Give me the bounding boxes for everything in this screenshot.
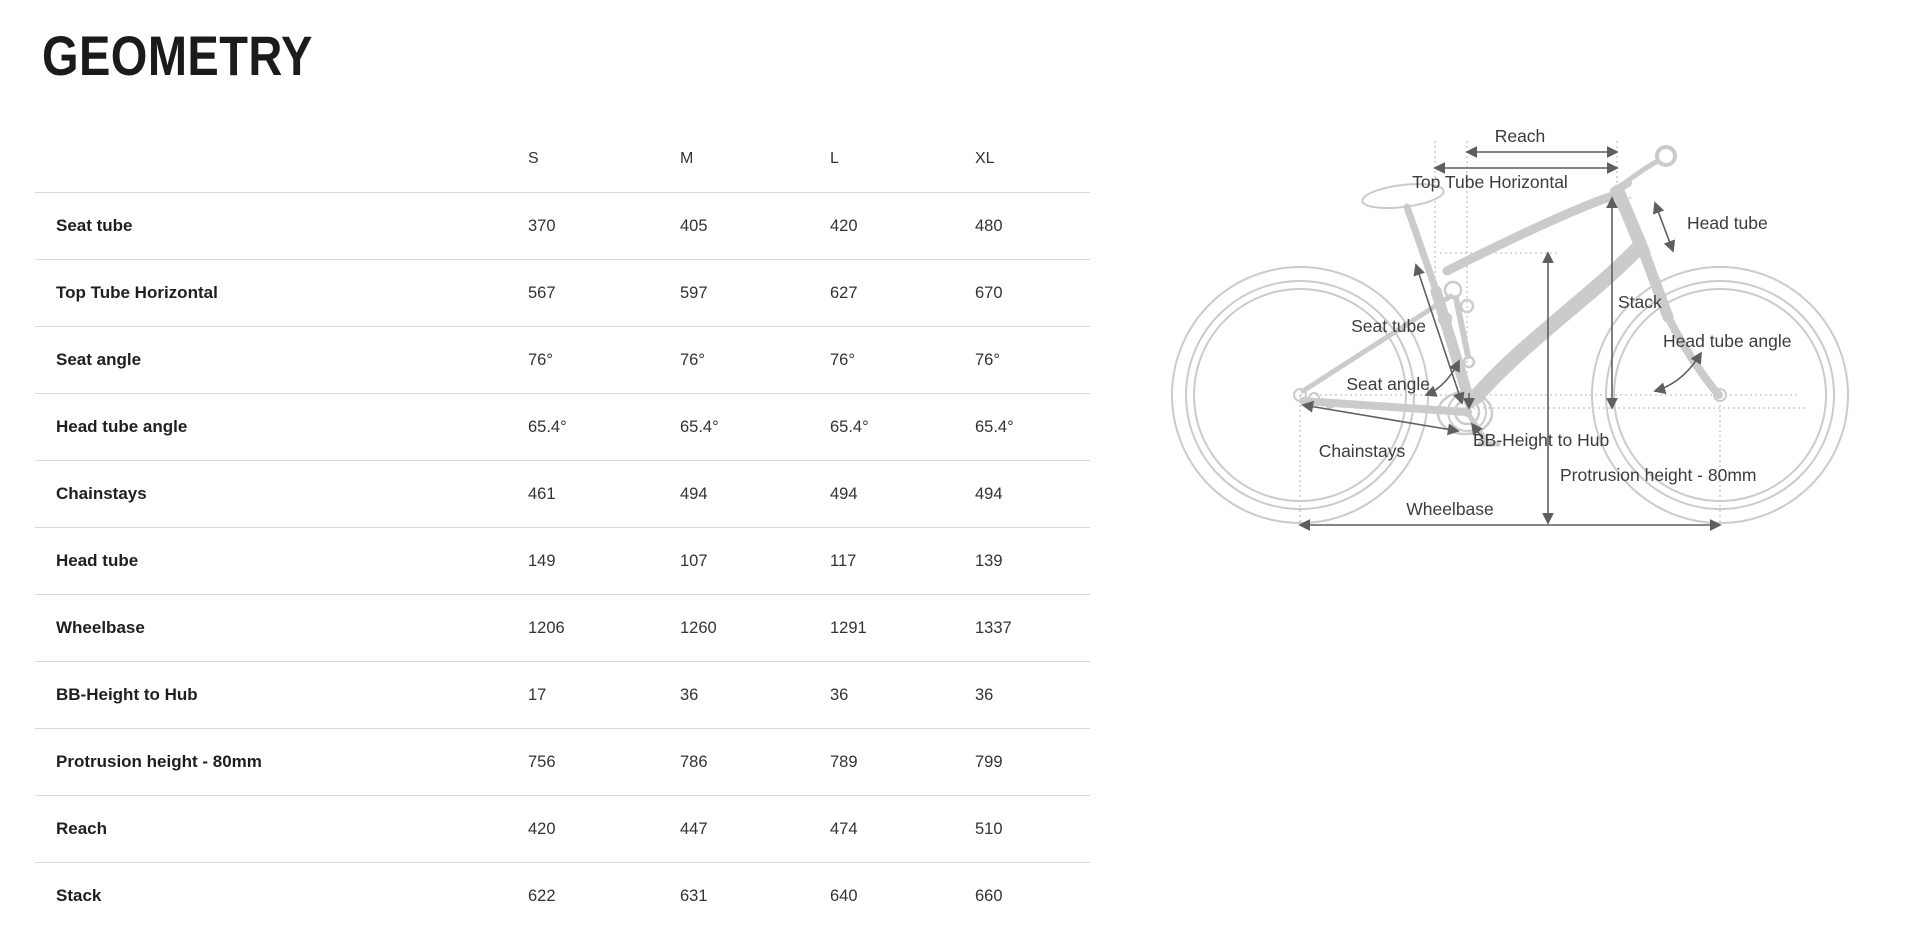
bike-diagram-svg [1150, 95, 1860, 545]
value-cell: 631 [680, 886, 708, 905]
bb-height-to-hub-label: BB-Height to Hub [1473, 430, 1610, 450]
row-label: Protrusion height - 80mm [56, 752, 262, 771]
value-cell: 1260 [680, 618, 717, 637]
chainstays-label: Chainstays [1318, 441, 1406, 461]
row-label: Wheelbase [56, 618, 145, 637]
stack-label: Stack [1618, 292, 1662, 312]
value-cell: 494 [975, 484, 1003, 503]
value-cell: 76° [680, 350, 705, 369]
table-row [35, 661, 1090, 728]
value-cell: 622 [528, 886, 556, 905]
value-cell: 420 [830, 216, 858, 235]
table-row [35, 728, 1090, 795]
row-label: Chainstays [56, 484, 147, 503]
protrusion-height-label: Protrusion height - 80mm [1560, 465, 1757, 485]
table-row [35, 460, 1090, 527]
value-cell: 461 [528, 484, 556, 503]
seat-tube-label: Seat tube [1351, 316, 1426, 336]
value-cell: 510 [975, 819, 1003, 838]
value-cell: 65.4° [830, 417, 869, 436]
value-cell: 65.4° [680, 417, 719, 436]
page-title: GEOMETRY [42, 24, 313, 87]
value-cell: 1206 [528, 618, 565, 637]
value-cell: 76° [528, 350, 553, 369]
table-row [35, 259, 1090, 326]
value-cell: 36 [975, 685, 994, 704]
row-label: Seat tube [56, 216, 133, 235]
bike-geometry-diagram [1150, 95, 1860, 545]
value-cell: 660 [975, 886, 1003, 905]
value-cell: 149 [528, 551, 556, 570]
table-row [35, 527, 1090, 594]
seat-angle-label: Seat angle [1346, 374, 1430, 394]
value-cell: 640 [830, 886, 858, 905]
row-label: Head tube angle [56, 417, 188, 436]
value-cell: 567 [528, 283, 556, 302]
head-tube-angle-label: Head tube angle [1663, 331, 1792, 351]
row-label: BB-Height to Hub [56, 685, 198, 704]
value-cell: 447 [680, 819, 708, 838]
value-cell: 494 [830, 484, 858, 503]
value-cell: 65.4° [528, 417, 567, 436]
table-row [35, 192, 1090, 259]
value-cell: 786 [680, 752, 708, 771]
value-cell: 370 [528, 216, 556, 235]
value-cell: 597 [680, 283, 708, 302]
value-cell: 139 [975, 551, 1003, 570]
wheelbase-label: Wheelbase [1406, 499, 1494, 519]
value-cell: 494 [680, 484, 708, 503]
value-cell: 117 [830, 551, 857, 570]
row-label: Top Tube Horizontal [56, 283, 218, 302]
table-header-row [35, 126, 1090, 192]
table-row [35, 393, 1090, 460]
value-cell: 789 [830, 752, 858, 771]
value-cell: 36 [830, 685, 849, 704]
column-header-3: XL [975, 150, 995, 167]
head-tube-arrow [1655, 203, 1673, 251]
value-cell: 627 [830, 283, 858, 302]
reach-label: Reach [1494, 126, 1546, 146]
row-label: Head tube [56, 551, 139, 570]
value-cell: 1291 [830, 618, 867, 637]
column-header-1: M [680, 150, 694, 167]
table-row [35, 862, 1090, 929]
value-cell: 107 [680, 551, 708, 570]
row-label: Seat angle [56, 350, 142, 369]
table-row [35, 795, 1090, 862]
table-row [35, 594, 1090, 661]
row-label: Stack [56, 886, 102, 905]
value-cell: 405 [680, 216, 708, 235]
value-cell: 36 [680, 685, 699, 704]
head-tube-label: Head tube [1687, 213, 1768, 233]
table-row [35, 326, 1090, 393]
geometry-table [35, 126, 1090, 929]
value-cell: 799 [975, 752, 1003, 771]
value-cell: 420 [528, 819, 556, 838]
value-cell: 76° [830, 350, 855, 369]
value-cell: 756 [528, 752, 556, 771]
value-cell: 480 [975, 216, 1003, 235]
value-cell: 65.4° [975, 417, 1014, 436]
value-cell: 670 [975, 283, 1003, 302]
row-label: Reach [56, 819, 108, 838]
top-tube-horizontal-label: Top Tube Horizontal [1412, 172, 1568, 192]
column-header-2: L [830, 150, 839, 167]
value-cell: 17 [528, 685, 547, 704]
column-header-0: S [528, 150, 539, 167]
value-cell: 474 [830, 819, 858, 838]
value-cell: 1337 [975, 618, 1012, 637]
value-cell: 76° [975, 350, 1000, 369]
